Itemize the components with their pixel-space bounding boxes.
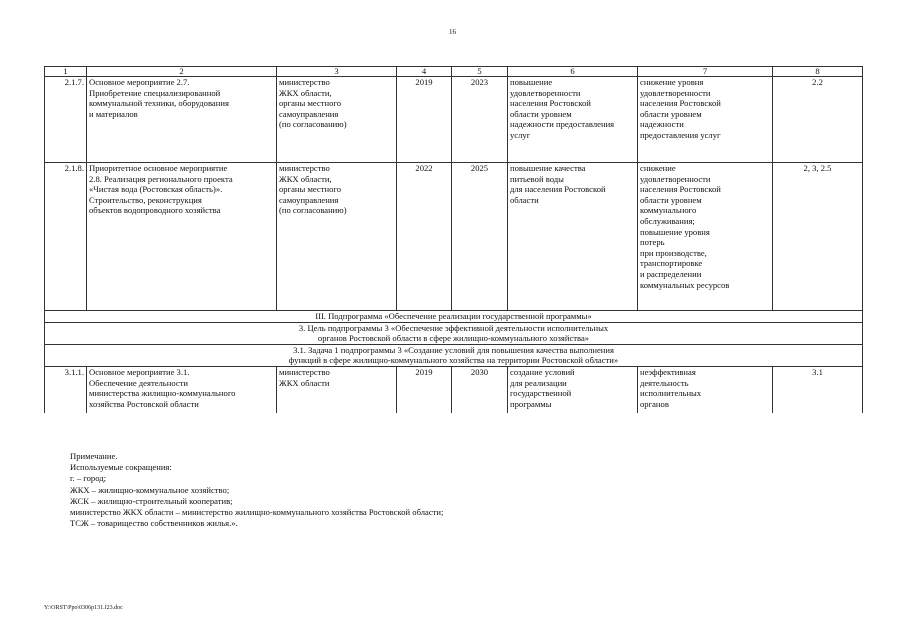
section-row bbox=[45, 344, 863, 366]
section-row bbox=[45, 322, 863, 344]
executor-cell bbox=[277, 163, 397, 311]
program-table bbox=[44, 66, 863, 413]
text-line: потерь bbox=[640, 237, 665, 248]
row-number: 2.1.7. bbox=[45, 77, 87, 163]
text-line: 3.1. Задача 1 подпрограммы 3 «Создание условий для повышения качества выполнения bbox=[293, 344, 614, 355]
column-number: 2 bbox=[87, 67, 277, 77]
text-line: надежности предоставления bbox=[510, 119, 615, 130]
start-year: 2019 bbox=[397, 366, 452, 413]
text-line: населения Ростовской bbox=[640, 98, 721, 109]
text-line: повышение bbox=[510, 77, 553, 87]
text-line: программы bbox=[510, 398, 552, 409]
end-year: 2023 bbox=[452, 77, 508, 163]
text-line: Основное мероприятие 3.1. bbox=[89, 366, 190, 377]
task-title bbox=[45, 344, 863, 366]
text-line: ЖСК – жилищно-строительный кооператив; bbox=[70, 495, 233, 506]
text-line: ЖКХ области, bbox=[279, 87, 332, 98]
text-line: области уровнем bbox=[510, 108, 572, 119]
text-line: снижение bbox=[640, 163, 676, 173]
text-line: 3. Цель подпрограммы 3 «Обеспечение эффективной деятельности исполнительных bbox=[298, 322, 609, 333]
text-line: удовлетворенности bbox=[640, 87, 711, 98]
text-line: ЖКХ – жилищно-коммунальное хозяйство; bbox=[70, 484, 230, 495]
column-number: 4 bbox=[397, 67, 452, 77]
table-row bbox=[45, 366, 863, 413]
text-line: услуг bbox=[510, 129, 531, 140]
text-line: повышение уровня bbox=[640, 226, 710, 237]
text-line: хозяйства Ростовской области bbox=[89, 398, 199, 409]
text-line: удовлетворенности bbox=[510, 87, 581, 98]
end-year: 2030 bbox=[452, 366, 508, 413]
text-line: населения Ростовской bbox=[510, 98, 591, 109]
column-number: 1 bbox=[45, 67, 87, 77]
result-cell bbox=[508, 77, 638, 163]
subprogram-title bbox=[45, 311, 863, 323]
file-path: Y:\ORST\Ppo\0306p131.f23.doc bbox=[44, 605, 123, 611]
result-cell bbox=[508, 366, 638, 413]
text-line: (по согласованию) bbox=[279, 205, 347, 216]
text-line: объектов водопроводного хозяйства bbox=[89, 205, 221, 216]
column-number-row bbox=[45, 67, 863, 77]
text-line: ЖКХ области, bbox=[279, 173, 332, 184]
text-line: Приоритетное основное мероприятие bbox=[89, 163, 228, 173]
text-line: Строительство, реконструкция bbox=[89, 194, 202, 205]
goal-title bbox=[45, 322, 863, 344]
executor-cell bbox=[277, 77, 397, 163]
text-line: населения Ростовской bbox=[640, 184, 721, 195]
text-line: коммунальных ресурсов bbox=[640, 279, 730, 290]
text-line: снижение уровня bbox=[640, 77, 704, 87]
table-row bbox=[45, 77, 863, 163]
text-line: министерство bbox=[279, 77, 330, 87]
table-row bbox=[45, 163, 863, 311]
row-number: 2.1.8. bbox=[45, 163, 87, 311]
notes bbox=[70, 451, 443, 529]
text-line: ТСЖ – товарищество собственников жилья.». bbox=[70, 518, 238, 529]
text-line: области bbox=[510, 194, 539, 205]
indicator-link: 2.2 bbox=[773, 77, 863, 163]
text-line: удовлетворенности bbox=[640, 173, 711, 184]
text-line: министерство bbox=[279, 366, 330, 377]
text-line: коммунального bbox=[640, 205, 697, 216]
text-line: 2.8. Реализация регионального проекта bbox=[89, 173, 233, 184]
end-year: 2025 bbox=[452, 163, 508, 311]
column-number: 7 bbox=[638, 67, 773, 77]
event-cell bbox=[87, 163, 277, 311]
text-line: области уровнем bbox=[640, 108, 702, 119]
page-number: 16 bbox=[449, 28, 456, 36]
text-line: Приобретение специализированной bbox=[89, 87, 221, 98]
row-number: 3.1.1. bbox=[45, 366, 87, 413]
text-line: органов Ростовской области в сфере жилищно-коммунального хозяйства» bbox=[317, 333, 590, 344]
text-line: (по согласованию) bbox=[279, 119, 347, 130]
text-line: министерство bbox=[279, 163, 330, 173]
column-number: 3 bbox=[277, 67, 397, 77]
text-line: транспортировке bbox=[640, 258, 703, 269]
text-line: питьевой воды bbox=[510, 173, 564, 184]
indicator-link: 3.1 bbox=[773, 366, 863, 413]
text-line: государственной bbox=[510, 388, 572, 399]
consequence-cell bbox=[638, 366, 773, 413]
text-line: органы местного bbox=[279, 98, 341, 109]
text-line: г. – город; bbox=[70, 473, 107, 484]
consequence-cell bbox=[638, 77, 773, 163]
column-number: 8 bbox=[773, 67, 863, 77]
text-line: самоуправления bbox=[279, 108, 339, 119]
start-year: 2022 bbox=[397, 163, 452, 311]
column-number: 5 bbox=[452, 67, 508, 77]
notes-title: Примечание. bbox=[70, 451, 118, 461]
text-line: Обеспечение деятельности bbox=[89, 377, 189, 388]
text-line: повышение качества bbox=[510, 163, 586, 173]
text-line: надежности bbox=[640, 119, 684, 130]
text-line: и распределении bbox=[640, 268, 702, 279]
text-line: неэффективная bbox=[640, 366, 696, 377]
event-cell bbox=[87, 77, 277, 163]
column-number: 6 bbox=[508, 67, 638, 77]
text-line: Используемые сокращения: bbox=[70, 462, 172, 473]
text-line: предоставления услуг bbox=[640, 129, 721, 140]
text-line: при производстве, bbox=[640, 247, 707, 258]
text-line: для населения Ростовской bbox=[510, 184, 606, 195]
text-line: министерства жилищно-коммунального bbox=[89, 388, 236, 399]
text-line: «Чистая вода (Ростовская область)». bbox=[89, 184, 223, 195]
text-line: III. Подпрограмма «Обеспечение реализации государственной программы» bbox=[315, 311, 592, 321]
text-line: органов bbox=[640, 398, 669, 409]
text-line: функций в сфере жилищно-коммунального хозяйства на территории Ростовской области» bbox=[288, 355, 619, 366]
text-line: ЖКХ области bbox=[279, 377, 330, 388]
text-line: самоуправления bbox=[279, 194, 339, 205]
text-line: для реализации bbox=[510, 377, 567, 388]
text-line: органы местного bbox=[279, 184, 341, 195]
section-row bbox=[45, 311, 863, 323]
text-line: и материалов bbox=[89, 108, 138, 119]
event-cell bbox=[87, 366, 277, 413]
text-line: исполнительных bbox=[640, 388, 702, 399]
notes-lines bbox=[70, 462, 443, 529]
text-line: области уровнем bbox=[640, 194, 702, 205]
text-line: министерство ЖКХ области – министерство жилищно-коммунального хозяйства Ростовской области; bbox=[70, 507, 444, 518]
text-line: создание условий bbox=[510, 366, 575, 377]
text-line: Основное мероприятие 2.7. bbox=[89, 77, 190, 87]
text-line: коммунальной техники, оборудования bbox=[89, 98, 229, 109]
result-cell bbox=[508, 163, 638, 311]
executor-cell bbox=[277, 366, 397, 413]
indicator-link: 2, 3, 2.5 bbox=[773, 163, 863, 311]
consequence-cell bbox=[638, 163, 773, 311]
start-year: 2019 bbox=[397, 77, 452, 163]
text-line: обслуживания; bbox=[640, 215, 695, 226]
text-line: деятельность bbox=[640, 377, 689, 388]
